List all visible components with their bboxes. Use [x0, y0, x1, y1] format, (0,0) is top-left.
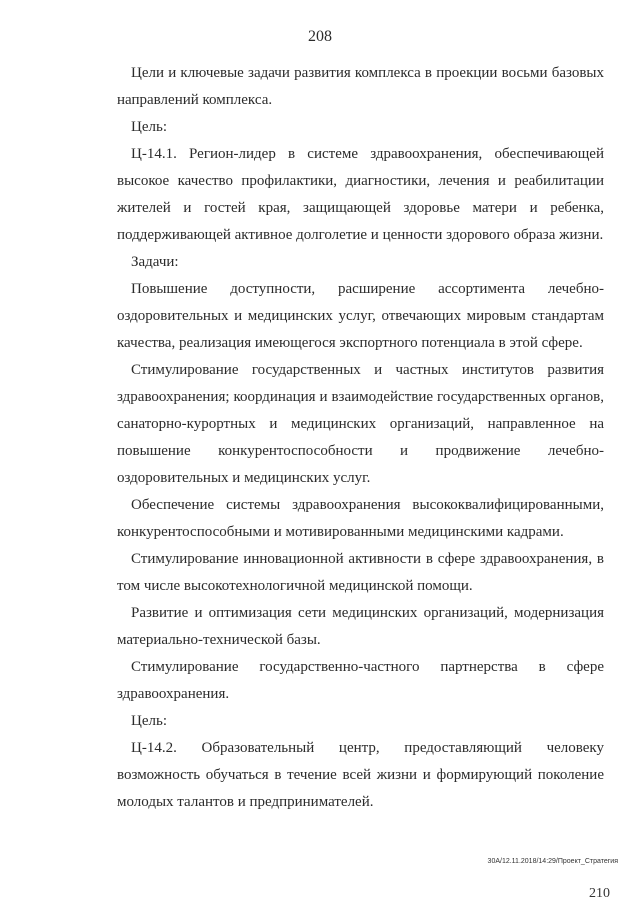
- paragraph-goal-label-2: Цель:: [131, 713, 167, 729]
- paragraph-task-5: Развитие и оптимизация сети медицинских организаций, модернизация материально-технической базы.: [117, 605, 604, 648]
- corner-page-number: 210: [589, 886, 610, 901]
- footer-document-code: 30А/12.11.2018/14:29/Проект_Стратегия: [487, 858, 618, 865]
- paragraph-task-6: Стимулирование государственно-частного партнерства в сфере здравоохранения.: [117, 659, 604, 702]
- paragraph-task-4: Стимулирование инновационной активности в сфере здравоохранения, в том числе высокотехнологичной медицинской помощи.: [117, 551, 604, 594]
- paragraph-tasks-label: Задачи:: [131, 254, 179, 270]
- paragraph-intro: Цели и ключевые задачи развития комплекса в проекции восьми базовых направлений комплекса.: [117, 65, 604, 108]
- paragraph-task-1: Повышение доступности, расширение ассортимента лечебно-оздоровительных и медицинских услуг, отвечающих мировым стандартам качества, реализация имеющегося экспортного потенциала в этой сфере.: [117, 281, 604, 351]
- paragraph-task-2: Стимулирование государственных и частных институтов развития здравоохранения; координация и взаимодействие государственных органов, санаторно-курортных и медицинских организаций, направленное на повышение конкурентоспособности и продвижение лечебно-оздоровительных и медицинских услуг.: [117, 362, 604, 486]
- page-number: 208: [308, 28, 332, 45]
- paragraph-goal-14-1: Ц-14.1. Регион-лидер в системе здравоохранения, обеспечивающей высокое качество профилактики, диагностики, лечения и реабилитации жителей и гостей края, защищающей здоровье матери и ребенка, поддерживающей активное долголетие и ценности здорового образа жизни.: [117, 146, 604, 243]
- document-body: [117, 60, 604, 816]
- paragraph-goal-label-1: Цель:: [131, 119, 167, 135]
- paragraph-task-3: Обеспечение системы здравоохранения высококвалифицированными, конкурентоспособными и мотивированными медицинскими кадрами.: [117, 497, 604, 540]
- paragraph-goal-14-2: Ц-14.2. Образовательный центр, предоставляющий человеку возможность обучаться в течение всей жизни и формирующий поколение молодых талантов и предпринимателей.: [117, 740, 604, 810]
